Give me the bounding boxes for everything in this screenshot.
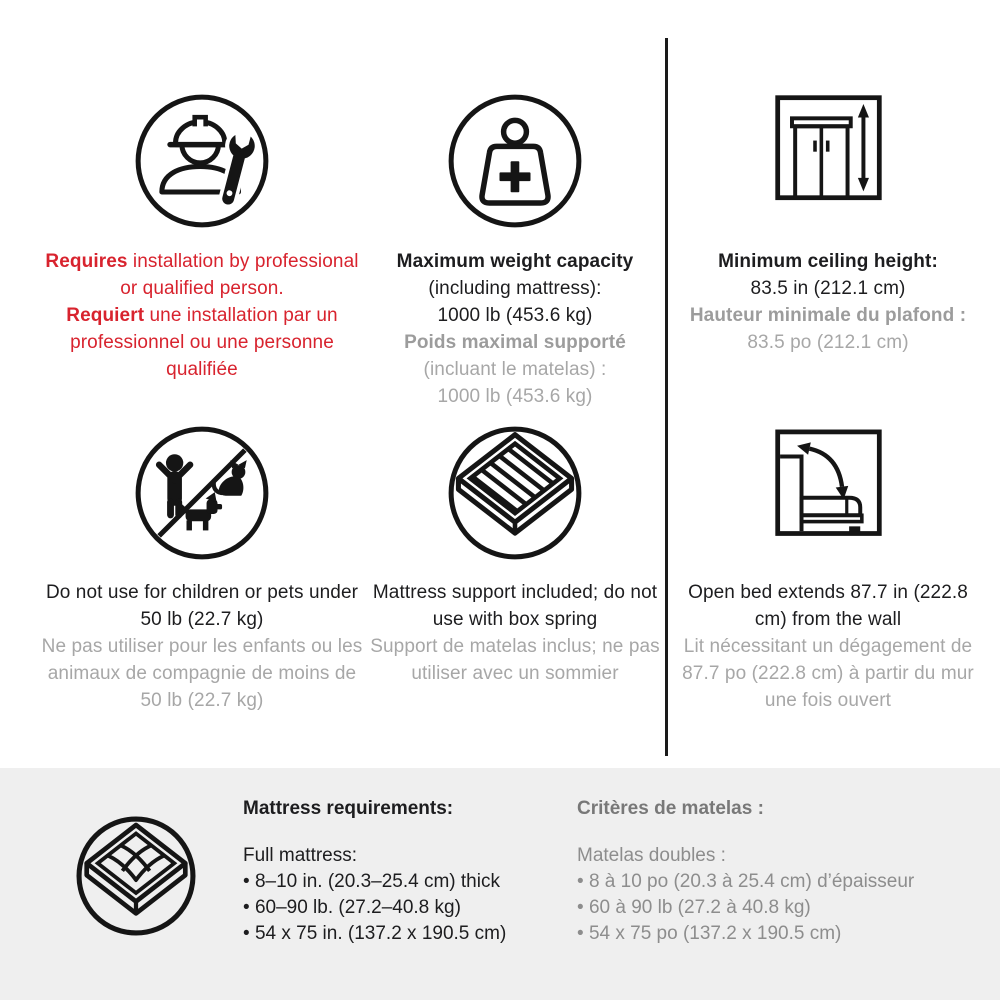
installation-section — [40, 88, 364, 383]
mattress-requirements-panel — [0, 768, 1000, 1000]
open-bed-icon — [765, 420, 892, 572]
mattress-icon — [68, 808, 204, 944]
mattress-requirements-subtitle-en: Full mattress: — [243, 845, 358, 866]
mattress-support-icon-svg — [442, 420, 588, 566]
mattress-support-text — [365, 579, 665, 687]
no-children-pets-text-fr: Ne pas utiliser pour les enfants ou les animaux de compagnie de moins de 50 lb (22.7 kg) — [41, 636, 363, 711]
ceiling-height-section — [678, 85, 978, 356]
weight-text — [397, 248, 634, 410]
weight-line2-en: (including mattress): — [428, 278, 602, 299]
no-children-pets-icon-svg — [129, 420, 275, 566]
mattress-support-text-fr: Support de matelas inclus; ne pas utiliser avec un sommier — [370, 636, 660, 684]
weight-capacity-section — [365, 88, 665, 410]
no-children-pets-icon — [129, 420, 275, 572]
vertical-divider — [665, 38, 668, 756]
installation-text-fr: Requiert une installation par un professionnel ou une personne qualifiée — [66, 305, 338, 380]
mattress-requirements-title-fr: Critères de matelas : — [577, 798, 764, 819]
mattress-requirements-subtitle-fr: Matelas doubles : — [577, 845, 726, 866]
ceiling-value-en: 83.5 in (212.1 cm) — [750, 278, 906, 299]
no-children-pets-section — [40, 420, 364, 714]
ceiling-value-fr: 83.5 po (212.1 cm) — [747, 332, 909, 353]
no-children-pets-text-en: Do not use for children or pets under 50 lb (22.7 kg) — [45, 582, 359, 630]
open-bed-section — [678, 420, 978, 714]
installation-text-en: Requires installation by professional or qualified person. — [45, 251, 359, 299]
ceiling-height-icon-svg — [765, 85, 892, 212]
mattress-requirements-fr — [577, 796, 977, 947]
open-bed-text-en: Open bed extends 87.7 in (222.8 cm) from the wall — [688, 582, 968, 630]
installation-text — [40, 248, 364, 383]
weight-title-en: Maximum weight capacity — [396, 251, 634, 272]
bullet-item: • 8 à 10 po (20.3 à 25.4 cm) d’épaisseur — [577, 869, 977, 895]
installer-icon-svg — [129, 88, 275, 234]
ceiling-text — [690, 248, 966, 356]
mattress-requirements-bullets-en — [243, 869, 563, 947]
mattress-requirements-title-en: Mattress requirements: — [243, 798, 454, 819]
mattress-support-icon — [442, 420, 588, 572]
weight-title-fr: Poids maximal supporté — [404, 332, 626, 353]
weight-value-en: 1000 lb (453.6 kg) — [437, 305, 593, 326]
bullet-item: • 8–10 in. (20.3–25.4 cm) thick — [243, 869, 563, 895]
bullet-item: • 54 x 75 in. (137.2 x 190.5 cm) — [243, 921, 563, 947]
mattress-requirements-en — [243, 796, 563, 947]
weight-capacity-icon — [442, 88, 588, 240]
mattress-support-text-en: Mattress support included; do not use with box spring — [372, 582, 658, 630]
mattress-requirements-bullets-fr — [577, 869, 977, 947]
no-children-pets-text — [40, 579, 364, 714]
bullet-item: • 60–90 lb. (27.2–40.8 kg) — [243, 895, 563, 921]
ceiling-height-icon — [765, 85, 892, 237]
open-bed-icon-svg — [765, 420, 892, 547]
ceiling-title-fr: Hauteur minimale du plafond : — [689, 305, 967, 326]
weight-line2-fr: (incluant le matelas) : — [423, 359, 607, 380]
installer-icon — [129, 88, 275, 240]
weight-value-fr: 1000 lb (453.6 kg) — [437, 386, 593, 407]
open-bed-text-fr: Lit nécessitant un dégagement de 87.7 po (222.8 cm) à partir du mur une fois ouvert — [682, 636, 974, 711]
ceiling-title-en: Minimum ceiling height: — [718, 251, 938, 272]
mattress-support-section — [365, 420, 665, 687]
bullet-item: • 60 à 90 lb (27.2 à 40.8 kg) — [577, 895, 977, 921]
weight-capacity-icon-svg — [442, 88, 588, 234]
bullet-item: • 54 x 75 po (137.2 x 190.5 cm) — [577, 921, 977, 947]
open-bed-text — [678, 579, 978, 714]
